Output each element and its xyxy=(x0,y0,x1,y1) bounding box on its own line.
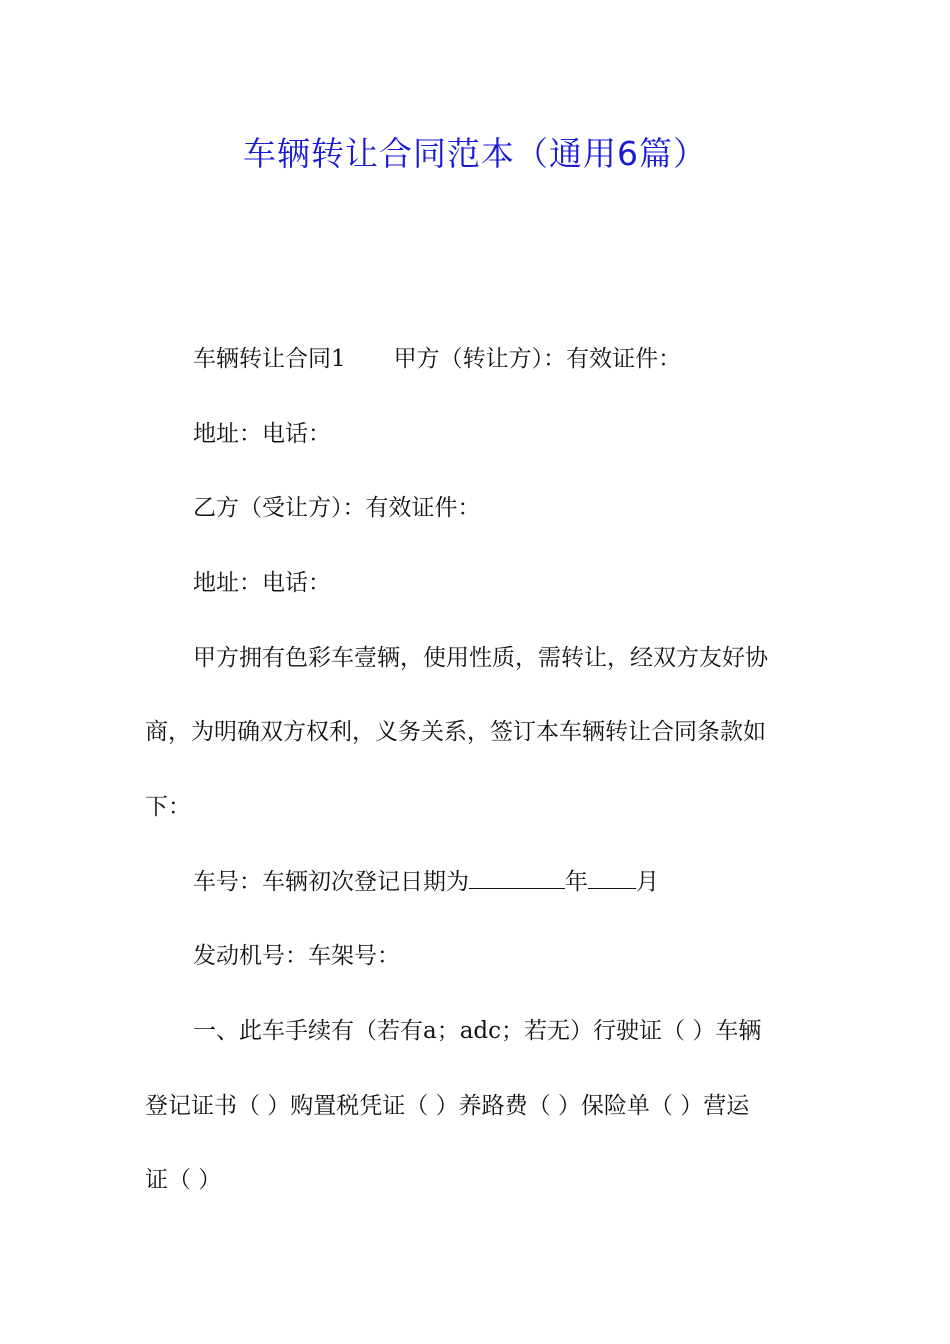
party-a-address-line: 地址：电话： xyxy=(193,421,331,447)
intro-paragraph-line-1: 甲方拥有色彩车壹辆，使用性质，需转让，经双方友好协 xyxy=(193,645,768,671)
intro-paragraph-line-2: 商，为明确双方权利，义务关系，签订本车辆转让合同条款如 xyxy=(145,719,766,745)
party-b-address-line: 地址：电话： xyxy=(193,570,331,596)
engine-line: 发动机号：车架号： xyxy=(193,943,400,969)
document-title: 车辆转让合同范本（通用6篇） xyxy=(243,134,707,173)
year-blank xyxy=(469,866,565,889)
month-blank xyxy=(588,866,636,889)
month-label: 月 xyxy=(636,869,659,895)
party-b-line: 乙方（受让方）：有效证件： xyxy=(193,495,481,521)
vehicle-date-line xyxy=(193,866,659,898)
party-a-label: 甲方（转让方）：有效证件： xyxy=(393,346,682,372)
vehicle-date-prefix: 车号：车辆初次登记日期为 xyxy=(193,869,469,895)
header-line xyxy=(193,343,681,375)
clause1-line-2: 登记证书（ ）购置税凭证（ ）养路费（ ）保险单（ ）营运 xyxy=(145,1093,750,1119)
clause1-line-3: 证（ ） xyxy=(145,1167,222,1193)
intro-paragraph-line-3: 下： xyxy=(145,794,191,820)
section-label: 车辆转让合同1 xyxy=(193,346,346,372)
clause1-line-1: 一、此车手续有（若有a；adc；若无）行驶证（ ）车辆 xyxy=(193,1018,762,1044)
year-label: 年 xyxy=(565,869,588,895)
